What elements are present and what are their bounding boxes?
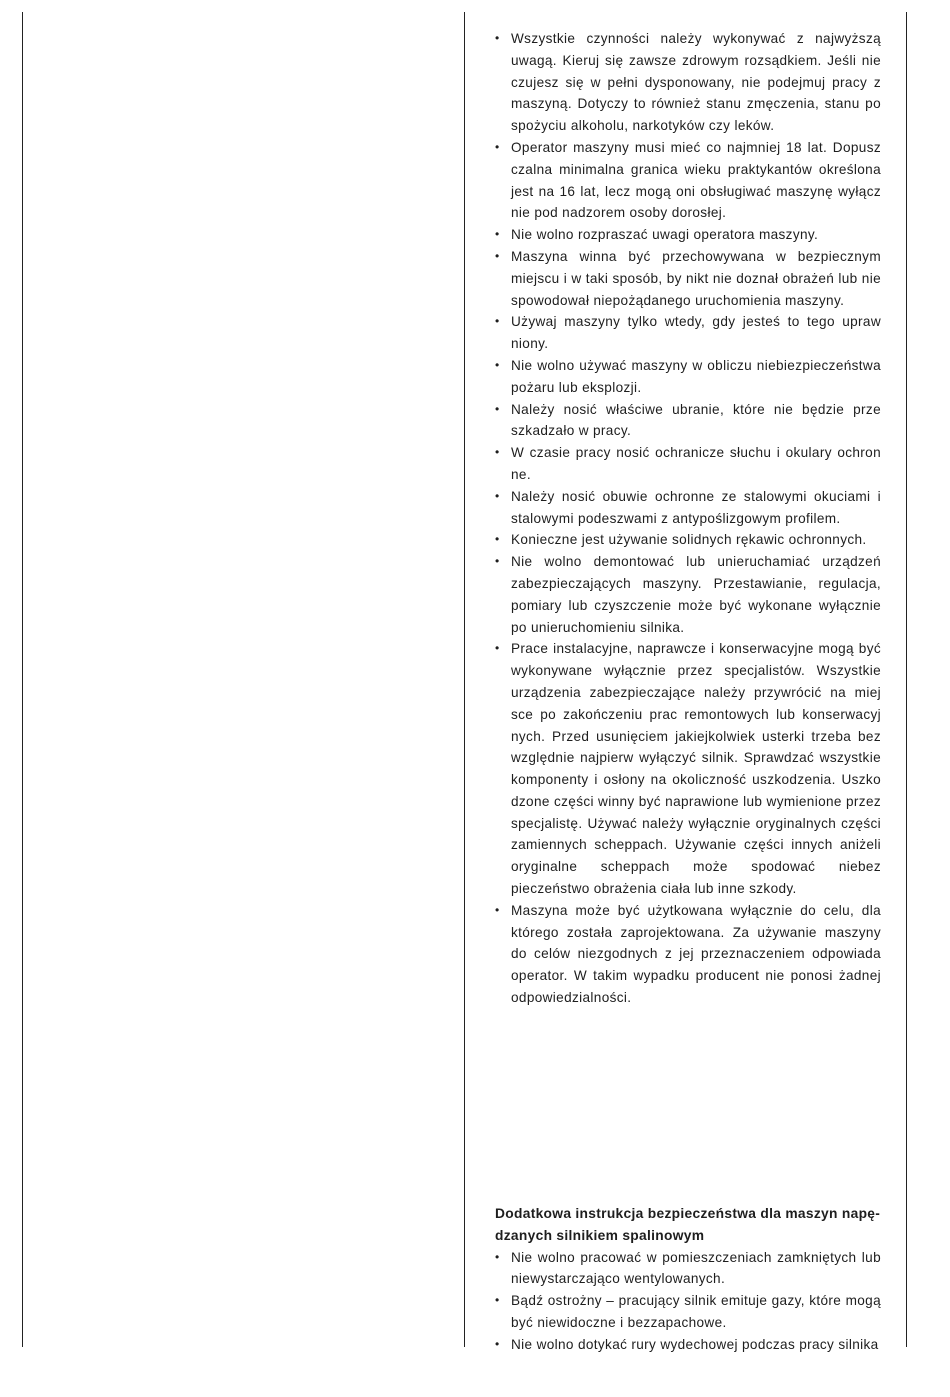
safety-item: • Należy nosić właściwe ubranie, które nie będzie prze szkadzało w pracy. <box>495 399 881 443</box>
section-title: Dodatkowa instrukcja bezpieczeństwa dla maszyn napę- dzanych silnikiem spalinowym <box>495 1206 881 1243</box>
combustion-safety-list <box>495 1247 881 1356</box>
combustion-safety-item: • Nie wolno dotykać rury wydechowej podczas pracy silnika <box>495 1334 881 1356</box>
safety-item: • Konieczne jest używanie solidnych rękawic ochronnych. <box>495 529 881 551</box>
safety-item: • Nie wolno używać maszyny w obliczu niebiezpieczeństwa pożaru lub eksplozji. <box>495 355 881 399</box>
combustion-safety-item: • Bądź ostrożny – pracujący silnik emituje gazy, które mogą być niewidoczne i bezzapachowe. <box>495 1290 881 1334</box>
safety-item: • Nie wolno demontować lub unieruchamiać urządzeń zabezpieczających maszyny. Przestawianie, regulacja, pomiary lub czyszczenie może być wykonane wyłącznie po unieruchomieniu silnika. <box>495 551 881 638</box>
safety-item: • Nie wolno rozpraszać uwagi operatora maszyny. <box>495 224 881 246</box>
safety-item: • Prace instalacyjne, naprawcze i konserwacyjne mogą być wykonywane wyłącznie przez specjalistów. Wszystkie urządzenia zabezpieczające należy przywrócić na miej sce po zakończeniu prac remontowych lub konserwacyj nych. Przed usunięciem jakiejkolwiek usterki trzeba bez względnie najpierw wyłączyć silnik. Sprawdzać wszystkie komponenty i osłony na okoliczność uszkodzenia. Uszko dzone części winny być naprawione lub wymienione przez specjalistę. Używać należy wyłącznie oryginalnych części zamiennych scheppach. Używanie części innych aniżeli oryginalne scheppach może spodować niebez pieczeństwo obrażenia ciała lub inne szkody. <box>495 638 881 900</box>
safety-item: • Operator maszyny musi mieć co najmniej 18 lat. Dopusz czalna minimalna granica wieku praktykantów określona jest na 16 lat, lecz mogą oni obsługiwać maszynę wyłącz nie pod nadzorem osoby dorosłej. <box>495 137 881 224</box>
combustion-safety-item: • Nie wolno pracować w pomieszczeniach zamkniętych lub niewystarczająco wentylowanych. <box>495 1247 881 1291</box>
safety-item: • Maszyna może być użytkowana wyłącznie do celu, dla którego została zaprojektowana. Za używanie maszyny do celów niezgodnych z jej przeznaczeniem odpowiada operator. W takim wypadku producent nie ponosi żadnej odpowiedzialności. <box>495 900 881 1009</box>
column-divider-middle <box>464 12 465 1347</box>
safety-item: • Wszystkie czynności należy wykonywać z najwyższą uwagą. Kieruj się zawsze zdrowym rozsądkiem. Jeśli nie czujesz się w pełni dysponowany, nie podejmuj pracy z maszyną. Dotyczy to również stanu zmęczenia, stanu po spożyciu alkoholu, narkotyków czy leków. <box>495 28 881 137</box>
safety-instructions-column <box>495 28 881 1009</box>
column-divider-left <box>22 12 23 1347</box>
safety-item: • W czasie pracy nosić ochranicze słuchu i okulary ochron ne. <box>495 442 881 486</box>
safety-item: • Maszyna winna być przechowywana w bezpiecznym miejscu i w taki sposób, by nikt nie doznał obrażeń lub nie spowodował niepożądanego uruchomienia maszyny. <box>495 246 881 311</box>
column-divider-right <box>906 12 907 1347</box>
safety-item: • Używaj maszyny tylko wtedy, gdy jesteś to tego upraw niony. <box>495 311 881 355</box>
safety-item: • Należy nosić obuwie ochronne ze stalowymi okuciami i stalowymi podeszwami z antypoślizgowym profilem. <box>495 486 881 530</box>
combustion-engine-section <box>495 1203 881 1356</box>
safety-instructions-list <box>495 28 881 1009</box>
